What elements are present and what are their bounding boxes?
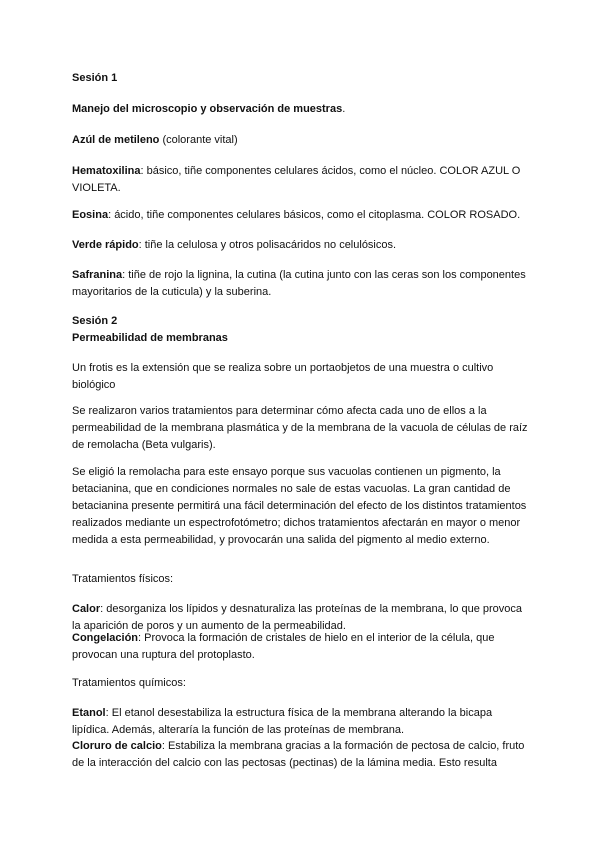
hematoxilina-entry (72, 163, 532, 197)
etanol-text: : El etanol desestabiliza la estructura física de la membrana alterando la bicapa lipídica. Además, alteraría la función de las proteínas de membrana. (72, 707, 493, 736)
quimicos-heading: Tratamientos químicos: (72, 677, 186, 689)
azul-text: (colorante vital) (159, 134, 238, 146)
etanol-term: Etanol (72, 707, 106, 719)
session-2-heading: Sesión 2 (72, 315, 118, 327)
fisicos-heading: Tratamientos físicos: (72, 573, 174, 585)
calor-text: : desorganiza los lípidos y desnaturaliza las proteínas de la membrana, lo que provoca la aparición de poros y un aumento de la permeabilidad. (72, 603, 523, 632)
safranina-text: : tiñe de rojo la lignina, la cutina (la cutina junto con las ceras son los componentes mayoritarios de la cuticula) y la suberina. (72, 269, 526, 298)
eosina-entry (72, 207, 532, 224)
cloruro-text: : Estabiliza la membrana gracias a la formación de pectosa de calcio, fruto de la interacción del calcio con las pectosas (pectinas) de la lámina media. Esto resulta (72, 740, 525, 769)
congelacion-text: : Provoca la formación de cristales de hielo en el interior de la célula, que provocan una ruptura del protoplasto. (72, 632, 495, 661)
verde-term: Verde rápido (72, 239, 139, 251)
calor-term: Calor (72, 603, 101, 615)
hematoxilina-text: : básico, tiñe componentes celulares ácidos, como el núcleo. COLOR AZUL O VIOLETA. (72, 165, 521, 194)
frotis-paragraph: Un frotis es la extensión que se realiza sobre un portaobjetos de una muestra o cultivo biológico (72, 362, 494, 391)
session-1-title-end: . (342, 103, 346, 115)
azul-term: Azúl de metileno (72, 134, 160, 146)
session-1-heading: Sesión 1 (72, 72, 118, 84)
congelacion-entry (72, 630, 532, 664)
etanol-entry (72, 705, 532, 739)
eosina-term: Eosina (72, 209, 109, 221)
congelacion-term: Congelación (72, 632, 139, 644)
cloruro-term: Cloruro de calcio (72, 740, 162, 752)
azul-de-metileno-entry (72, 132, 532, 149)
session-1-title-text: Manejo del microscopio y observación de muestras (72, 103, 343, 115)
verde-rapido-entry (72, 237, 532, 254)
hematoxilina-term: Hematoxilina (72, 165, 141, 177)
session-2-title: Permeabilidad de membranas (72, 332, 228, 344)
cloruro-de-calcio-entry (72, 738, 532, 772)
remolacha-paragraph: Se eligió la remolacha para este ensayo porque sus vacuolas contienen un pigmento, la betacianina, que en condiciones normales no sale de estas vacuolas. La gran cantidad de betacianina presente permitirá una fácil determinación del efecto de los distintos tratamientos realizados mediante un espectrofotómetro; dichos tratamientos afectarán en mayor o menor medida a esta permeabilidad, y provocarán una salida del pigmento al medio externo. (72, 466, 527, 546)
verde-text: : tiñe la celulosa y otros polisacáridos no celulósicos. (138, 239, 397, 251)
safranina-term: Safranina (72, 269, 123, 281)
eosina-text: : ácido, tiñe componentes celulares básicos, como el citoplasma. COLOR ROSADO. (108, 209, 521, 221)
tratamientos-paragraph: Se realizaron varios tratamientos para determinar cómo afecta cada uno de ellos a la permeabilidad de la membrana plasmática y de la membrana de la vacuola de células de raíz de remolacha (Beta vulgaris). (72, 405, 528, 451)
safranina-entry (72, 267, 532, 301)
session-1-title (72, 101, 532, 118)
